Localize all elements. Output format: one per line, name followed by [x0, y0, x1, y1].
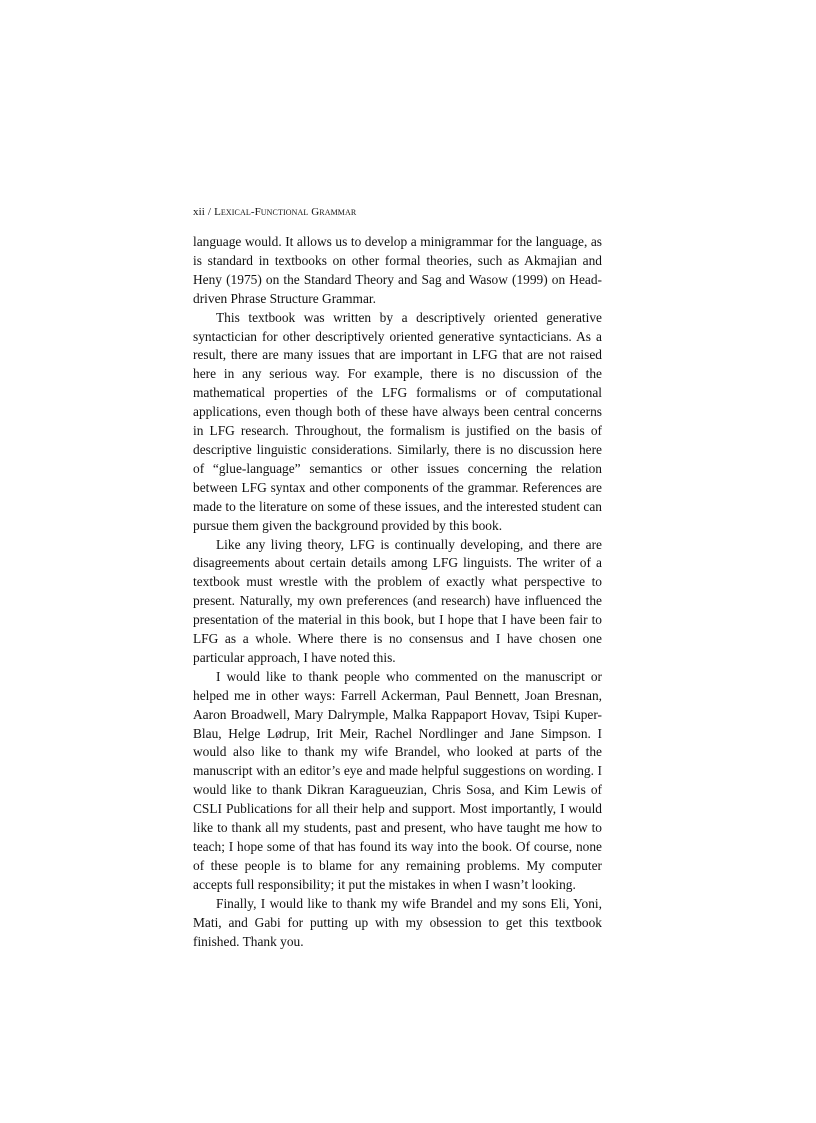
- running-head: [193, 206, 356, 218]
- body-text: [193, 233, 602, 951]
- paragraph-acknowledgements: I would like to thank people who commented on the manuscript or helped me in other ways: Farrell Ackerman, Paul Bennett, Joan Bresnan, Aaron Broadwell, Mary Dalrymple, Malka Rappaport Hovav, Tsipi Kuper-Blau, Helge Lødrup, Irit Meir, Rachel Nordlinger and Jane Simpson. I would also like to thank my wife Brandel, who looked at parts of the manuscript with an editor’s eye and made helpful suggestions on wording. I would like to thank Dikran Karagueuzian, Chris Sosa, and Kim Lewis of CSLI Publications for all their help and support. Most importantly, I would like to thank all my students, past and present, who have taught me how to teach; I hope some of that has found its way into the book. Of course, none of these people is to blame for any remaining problems. My computer accepts full responsibility; it put the mistakes in when I wasn’t looking.: [193, 668, 602, 892]
- paragraph-continuation: language would. It allows us to develop a minigrammar for the language, as is standard in textbooks on other formal theories, such as Akmajian and Heny (1975) on the Standard Theory and Sag and Wasow (1999) on Head-driven Phrase Structure Grammar.: [193, 234, 602, 306]
- paragraph-living-theory: Like any living theory, LFG is continually developing, and there are disagreements about certain details among LFG linguists. The writer of a textbook must wrestle with the problem of exactly what perspective to present. Naturally, my own preferences (and research) have influenced the presentation of the material in this book, but I hope that I have been fair to LFG as a whole. Where there is no consensus and I have chosen one particular approach, I have noted this.: [193, 536, 602, 665]
- running-head-separator: /: [207, 206, 212, 218]
- book-page: [193, 0, 602, 1123]
- paragraph-textbook-scope: This textbook was written by a descriptively oriented generative syntactician for other descriptively oriented generative syntacticians. As a result, there are many issues that are important in LFG that are not raised here in any serious way. For example, there is no discussion of the mathematical properties of the LFG formalisms or of computational applications, even though both of these have always been central concerns in LFG research. Throughout, the formalism is justified on the basis of descriptive linguistic considerations. Similarly, there is no discussion here of “glue-language” semantics or other issues concerning the relation between LFG syntax and other components of the grammar. References are made to the literature on some of these issues, and the interested student can pursue them given the background provided by this book.: [193, 309, 602, 533]
- running-head-title: Lexical-Functional Grammar: [214, 206, 357, 218]
- paragraph-family-thanks: Finally, I would like to thank my wife Brandel and my sons Eli, Yoni, Mati, and Gabi for putting up with my obsession to get this textbook finished. Thank you.: [193, 895, 602, 949]
- page-number: xii: [193, 206, 205, 218]
